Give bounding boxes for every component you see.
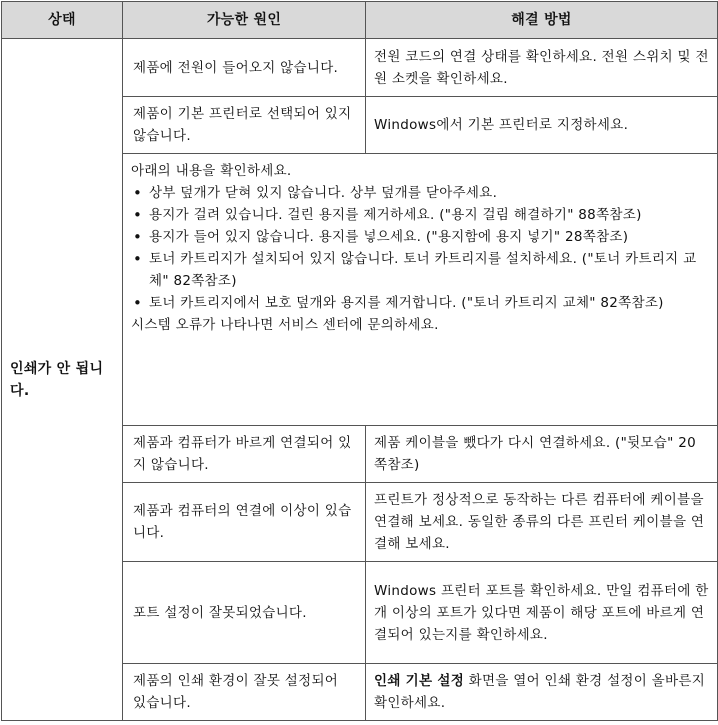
list-item: • 상부 덮개가 닫혀 있지 않습니다. 상부 덮개를 닫아주세요.: [149, 182, 709, 204]
solution-cell: 전원 코드의 연결 상태를 확인하세요. 전원 스위치 및 전원 소켓을 확인하세요.: [366, 39, 718, 97]
solution-cell: Windows에서 기본 프린터로 지정하세요.: [366, 97, 718, 154]
header-cause: 가능한 원인: [123, 2, 366, 39]
cause-cell: 포트 설정이 잘못되었습니다.: [123, 562, 366, 664]
setting-name: 인쇄 기본 설정: [374, 673, 465, 689]
state-cell: 인쇄가 안 됩니다.: [2, 39, 123, 721]
check-cell: [123, 154, 718, 426]
header-solution: 해결 방법: [366, 2, 718, 39]
check-intro: 아래의 내용을 확인하세요.: [131, 163, 292, 179]
cause-cell: 제품과 컴퓨터의 연결에 이상이 있습니다.: [123, 483, 366, 562]
list-item: • 토너 카트리지에서 보호 덮개와 용지를 제거합니다. ("토너 카트리지 교체" 82쪽참조): [149, 292, 709, 314]
solution-cell: 제품 케이블을 뺐다가 다시 연결하세요. ("뒷모습" 20쪽참조): [366, 426, 718, 483]
troubleshooting-table: [1, 1, 718, 721]
list-item: • 용지가 걸려 있습니다. 걸린 용지를 제거하세요. ("용지 걸림 해결하기" 88쪽참조): [149, 204, 709, 226]
header-row: [2, 2, 718, 39]
list-item: • 토너 카트리지가 설치되어 있지 않습니다. 토너 카트리지를 설치하세요. ("토너 카트리지 교체" 82쪽참조): [149, 248, 709, 292]
list-item: • 용지가 들어 있지 않습니다. 용지를 넣으세요. ("용지함에 용지 넣기" 28쪽참조): [149, 226, 709, 248]
cause-cell: 제품에 전원이 들어오지 않습니다.: [123, 39, 366, 97]
check-list: [131, 182, 709, 314]
solution-cell: [366, 664, 718, 721]
cause-cell: 제품과 컴퓨터가 바르게 연결되어 있지 않습니다.: [123, 426, 366, 483]
table-row: [2, 39, 718, 97]
header-state: 상태: [2, 2, 123, 39]
solution-cell: Windows 프린터 포트를 확인하세요. 만일 컴퓨터에 한 개 이상의 포트가 있다면 제품이 해당 포트에 바르게 연결되어 있는지를 확인하세요.: [366, 562, 718, 664]
cause-cell: 제품이 기본 프린터로 선택되어 있지 않습니다.: [123, 97, 366, 154]
cause-cell: 제품의 인쇄 환경이 잘못 설정되어 있습니다.: [123, 664, 366, 721]
solution-text: 화면을 열어 인쇄 환경 설정이 올바른지 확인하세요.: [374, 673, 706, 711]
check-outro: 시스템 오류가 나타나면 서비스 센터에 문의하세요.: [131, 317, 439, 333]
solution-cell: 프린트가 정상적으로 동작하는 다른 컴퓨터에 케이블을 연결해 보세요. 동일한 종류의 다른 프린터 케이블을 연결해 보세요.: [366, 483, 718, 562]
